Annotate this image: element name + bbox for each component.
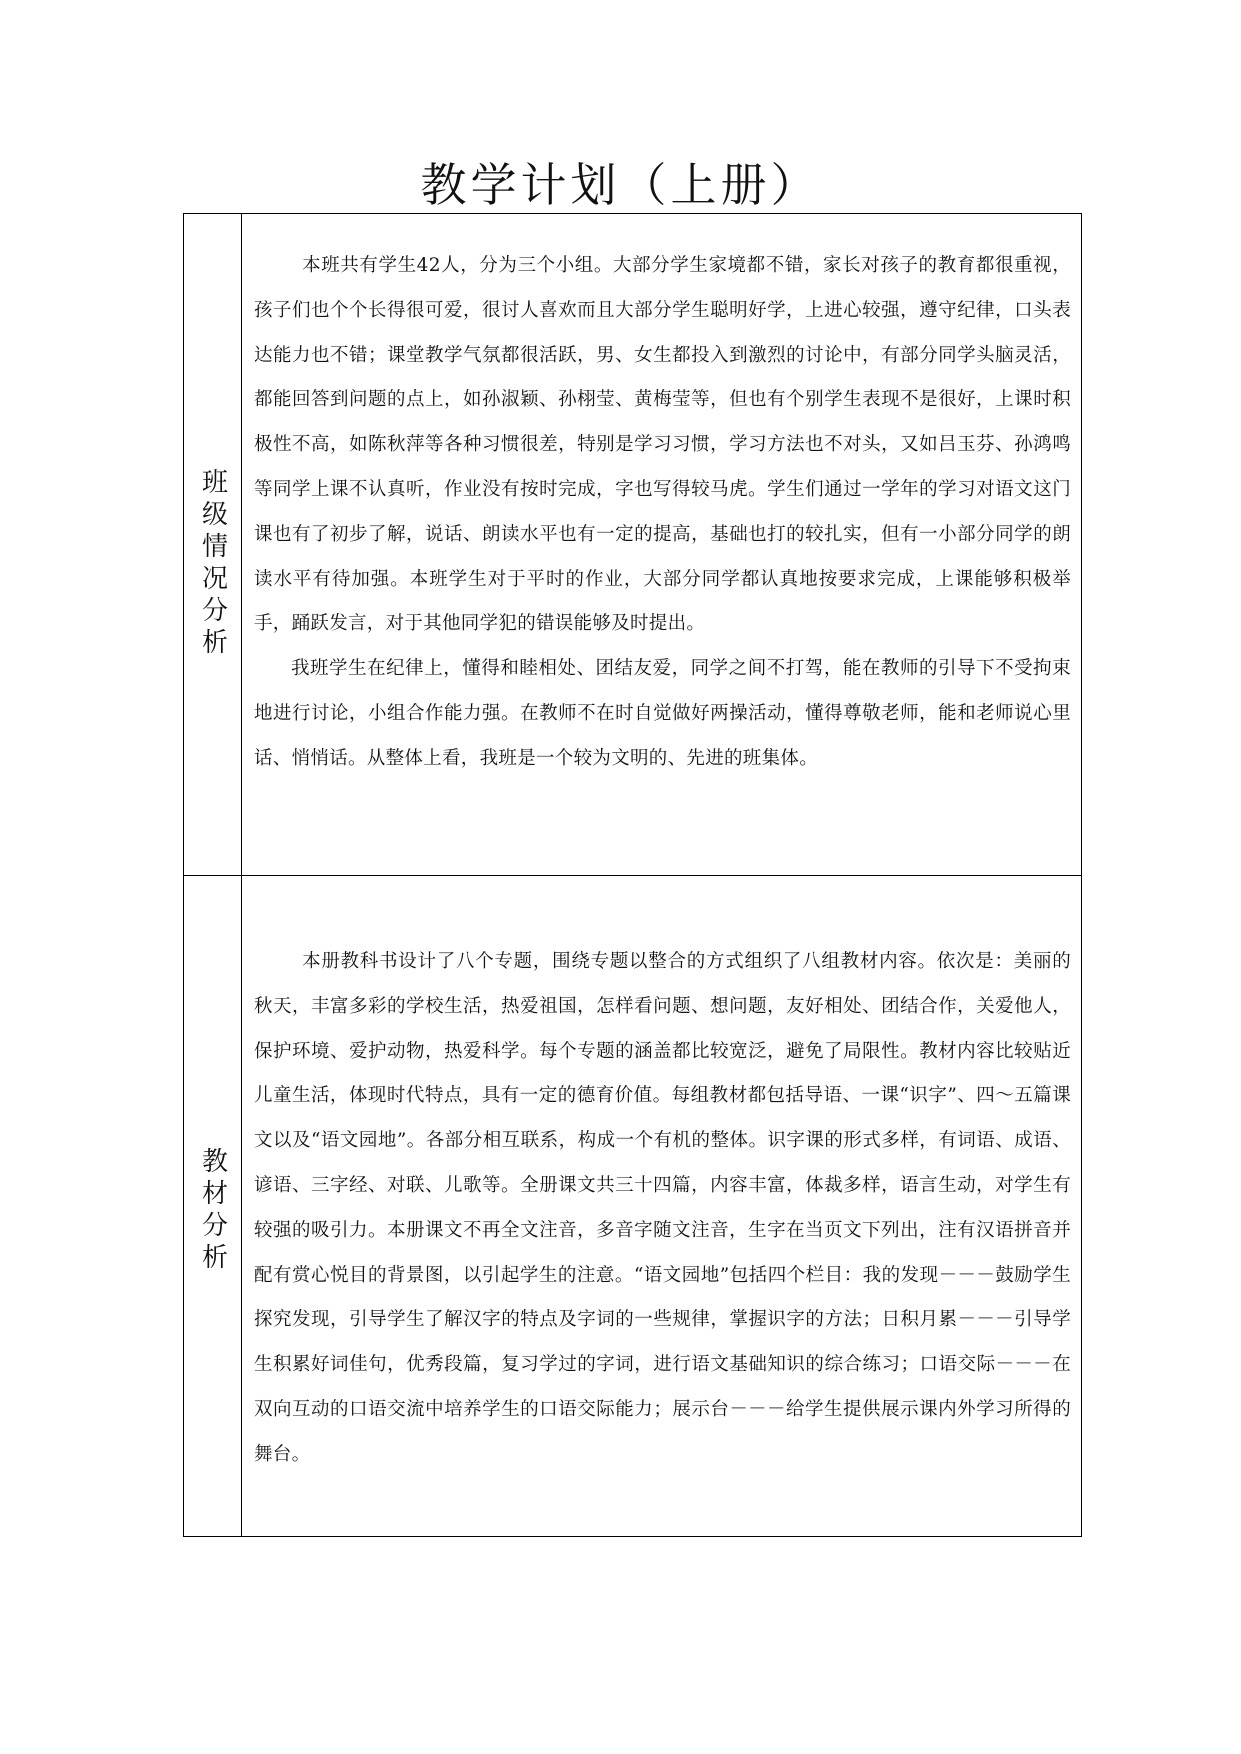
class-analysis-content <box>242 214 1081 875</box>
textbook-analysis-label: 教材分析 <box>197 1147 228 1275</box>
class-analysis-row <box>184 214 1081 875</box>
class-analysis-paragraph-2: 我班学生在纪律上，懂得和睦相处、团结友爱，同学之间不打驾，能在教师的引导下不受拘束地进行讨论，小组合作能力强。在教师不在时自觉做好两操活动，懂得尊敬老师，能和老师说心里话、悄悄话。从整体上看，我班是一个较为文明的、先进的班集体。 <box>254 658 1071 769</box>
textbook-analysis-row <box>184 875 1081 1536</box>
textbook-analysis-label-cell <box>184 876 242 1536</box>
class-analysis-label: 班级情况分析 <box>197 467 228 660</box>
page-title: 教学计划（上册） <box>420 158 821 212</box>
textbook-analysis-content <box>242 876 1081 1536</box>
class-analysis-label-cell <box>184 214 242 875</box>
textbook-analysis-paragraph-1: 本册教科书设计了八个专题，围绕专题以整合的方式组织了八组教材内容。依次是：美丽的秋天，丰富多彩的学校生活，热爱祖国，怎样看问题、想问题，友好相处、团结合作，关爱他人，保护环境、爱护动物，热爱科学。每个专题的涵盖都比较宽泛，避免了局限性。教材内容比较贴近儿童生活，体现时代特点，具有一定的德育价值。每组教材都包括导语、一课“识字”、四～五篇课文以及“语文园地”。各部分相互联系，构成一个有机的整体。识字课的形式多样，有词语、成语、谚语、三字经、对联、儿歌等。全册课文共三十四篇，内容丰富，体裁多样，语言生动，对学生有较强的吸引力。本册课文不再全文注音，多音字随文注音，生字在当页文下列出，注有汉语拼音并配有赏心悦目的背景图，以引起学生的注意。“语文园地”包括四个栏目：我的发现－－－鼓励学生探究发现，引导学生了解汉字的特点及字词的一些规律，掌握识字的方法；日积月累－－－引导学生积累好词佳句，优秀段篇，复习学过的字词，进行语文基础知识的综合练习；口语交际－－－在双向互动的口语交流中培养学生的口语交际能力；展示台－－－给学生提供展示课内外学习所得的舞台。 <box>254 951 1071 1465</box>
class-analysis-paragraph-1: 本班共有学生42人，分为三个小组。大部分学生家境都不错，家长对孩子的教育都很重视，孩子们也个个长得很可爱，很讨人喜欢而且大部分学生聪明好学，上进心较强，遵守纪律，口头表达能力也不错；课堂教学气氛都很活跃，男、女生都投入到激烈的讨论中，有部分同学头脑灵活，都能回答到问题的点上，如孙淑颖、孙栩莹、黄梅莹等，但也有个别学生表现不是很好，上课时积极性不高，如陈秋萍等各种习惯很差，特别是学习习惯，学习方法也不对头，又如吕玉芬、孙鸿鸣等同学上课不认真听，作业没有按时完成，字也写得较马虎。学生们通过一学年的学习对语文这门课也有了初步了解，说话、朗读水平也有一定的提高，基础也打的较扎实，但有一小部分同学的朗读水平有待加强。本班学生对于平时的作业，大部分同学都认真地按要求完成，上课能够积极举手，踊跃发言，对于其他同学犯的错误能够及时提出。 <box>254 255 1071 635</box>
plan-table <box>183 213 1082 1537</box>
